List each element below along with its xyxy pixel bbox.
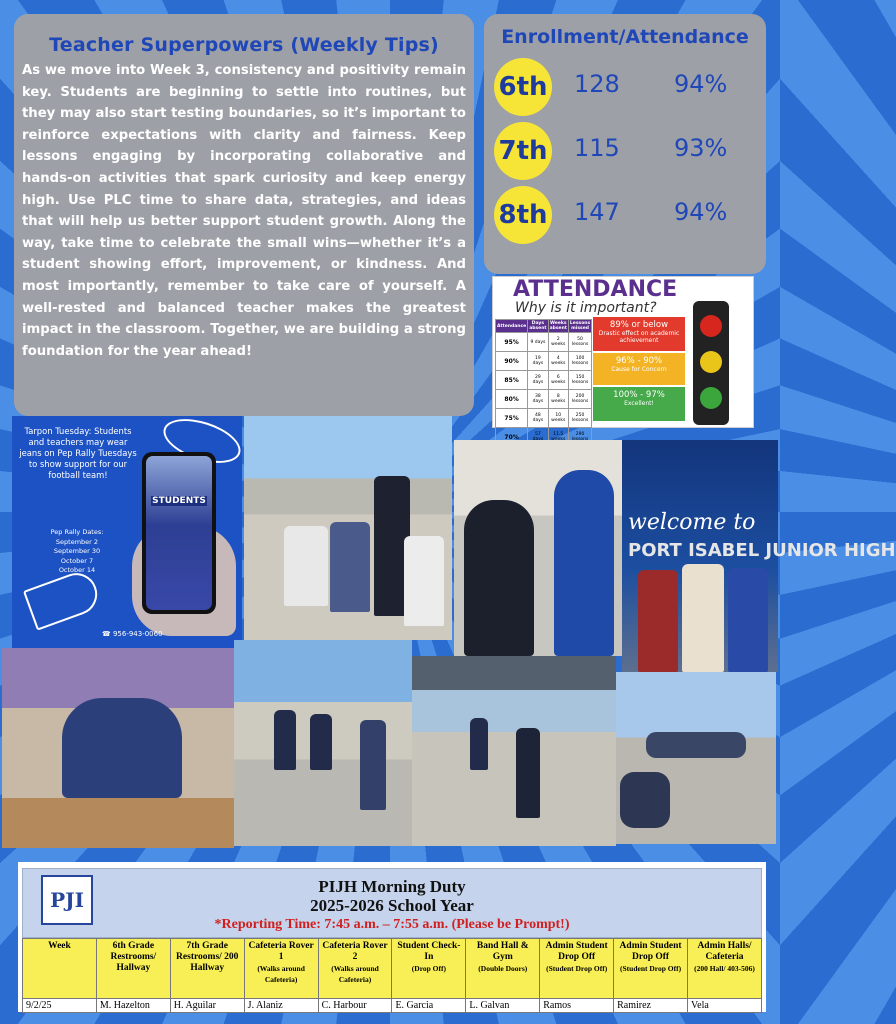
welcome-sign-school: PORT ISABEL JUNIOR HIGH	[628, 540, 896, 561]
reporting-time: *Reporting Time: 7:45 a.m. – 7:55 a.m. (Please be Prompt!)	[214, 917, 570, 932]
tarpon-title: Tarpon Tuesday: Students and teachers may wear jeans on Pep Rally Tuesdays to show support for our football team!	[19, 426, 137, 480]
date-item: September 30	[53, 547, 101, 555]
table-cell: 85%	[496, 371, 528, 390]
grade-badge: 8th	[494, 186, 552, 244]
table-cell: 19 days	[528, 352, 548, 371]
students-seated-photo	[616, 672, 776, 844]
tarpon-tuesday-flyer	[12, 416, 242, 648]
table-header: Attendance	[496, 320, 528, 333]
duty-column-header: Band Hall & Gym (Double Doors)	[466, 939, 540, 999]
traffic-light-icon	[693, 301, 729, 425]
table-cell: 6 weeks	[548, 371, 568, 390]
table-cell: 9 days	[528, 333, 548, 352]
duty-table	[22, 938, 762, 1013]
duty-column-header: Week	[23, 939, 97, 999]
grade-row-6th	[494, 58, 756, 122]
table-cell: 290	[568, 428, 591, 447]
duty-column-header: Student Check-In (Drop Off)	[392, 939, 466, 999]
table-row	[496, 352, 592, 371]
grade-count: 115	[574, 134, 620, 162]
duty-title: PIJH Morning Duty 2025-2026 School Year	[310, 877, 474, 915]
attendance-band-yellow	[593, 353, 685, 385]
table-cell: 57	[528, 428, 548, 447]
attendance-card-title: ATTENDANCE	[513, 277, 678, 302]
band-label: 96% - 90%	[615, 356, 663, 366]
table-cell: 100 lessons	[568, 352, 591, 371]
band-note: Cause for Concern	[611, 366, 667, 373]
duty-cell: Ramirez	[614, 999, 688, 1013]
duty-cell: E. Garcia	[392, 999, 466, 1013]
yellow-light-icon	[700, 351, 722, 373]
duty-header	[22, 868, 762, 938]
covered-court-photo	[412, 656, 616, 846]
duty-cell: L. Galvan	[466, 999, 540, 1013]
duty-column-header: 7th Grade Restrooms/ 200 Hallway	[170, 939, 244, 999]
table-cell: 50 lessons	[568, 333, 591, 352]
table-cell: 48 days	[528, 409, 548, 428]
grade-count: 128	[574, 70, 620, 98]
table-cell: 4 weeks	[548, 352, 568, 371]
duty-column-header: Admin Halls/ Cafeteria (200 Hall/ 403-506)	[688, 939, 762, 999]
band-note: Excellent!	[624, 400, 654, 407]
basketball-court-photo	[234, 640, 412, 846]
table-cell: 95%	[496, 333, 528, 352]
grade-attendance: 94%	[674, 198, 728, 226]
table-header: Days absent	[529, 321, 547, 331]
grade-row-8th	[494, 186, 756, 250]
table-cell: 75%	[496, 409, 528, 428]
table-cell: 80%	[496, 390, 528, 409]
dates-label: Pep Rally Dates:	[50, 528, 104, 536]
table-row	[496, 409, 592, 428]
school-logo: PJI	[41, 875, 93, 925]
courtyard-students-photo	[244, 416, 452, 640]
duty-cell: Ramos	[540, 999, 614, 1013]
band-label: 89% or below	[609, 320, 669, 330]
grade-row-7th	[494, 122, 756, 186]
attendance-card-subtitle: Why is it important?	[515, 300, 657, 316]
band-label: 100% - 97%	[613, 390, 665, 400]
phone-screen	[146, 456, 212, 610]
pep-rally-dates	[22, 528, 132, 576]
duty-cell: C. Harbour	[318, 999, 392, 1013]
phone-number: ☎ 956-943-0060	[102, 630, 163, 638]
megaphone-icon	[23, 567, 103, 630]
table-cell: 150 lessons	[568, 371, 591, 390]
tips-title: Teacher Superpowers (Weekly Tips)	[49, 34, 439, 56]
duty-cell: Vela	[688, 999, 762, 1013]
table-cell: 10 weeks	[548, 409, 568, 428]
duty-cell: 9/2/25	[23, 999, 97, 1013]
grade-badge: 6th	[494, 58, 552, 116]
morning-duty-schedule	[18, 862, 766, 1012]
table-row	[496, 333, 592, 352]
attendance-table	[495, 319, 592, 447]
table-cell: 90%	[496, 352, 528, 371]
students-sign: STUDENTS	[152, 496, 206, 506]
table-cell: 29 days	[528, 371, 548, 390]
date-item: September 2	[55, 537, 99, 546]
duty-column-header: 6th Grade Restrooms/ Hallway	[96, 939, 170, 999]
weekly-tips-panel	[14, 14, 474, 416]
table-cell: 250 lessons	[568, 409, 591, 428]
table-cell: 2 weeks	[548, 333, 568, 352]
attendance-band-green	[593, 387, 685, 421]
duty-cell: M. Hazelton	[96, 999, 170, 1013]
table-cell: 200 lessons	[568, 390, 591, 409]
duty-column-header: Admin Student Drop Off (Student Drop Off)	[540, 939, 614, 999]
two-students-photo	[454, 440, 622, 656]
welcome-sign-text: welcome to	[628, 510, 756, 535]
duty-cell: H. Aguilar	[170, 999, 244, 1013]
attendance-band-red	[593, 317, 685, 351]
phone-image	[142, 452, 216, 614]
duty-column-header: Admin Student Drop Off (Student Drop Off)	[614, 939, 688, 999]
enrollment-title: Enrollment/Attendance	[501, 26, 749, 48]
grade-attendance: 94%	[674, 70, 728, 98]
tips-body: As we move into Week 3, consistency and positivity remain key. Students are beginning to settle into routines, but they may also start testing boundaries, so it’s important to reinforce expectations with clarity and fairness. Keep lessons engaging by incorporating collaborative and hands-on activities that spark curiosity and keep energy high. Use PLC time to share data, strategies, and ideas that will help us better support student growth. Along the way, take time to celebrate the small wins—whether it’s a student showing effort, improvement, or kindness. And most importantly, remember to take care of yourself. A well-rested and balanced teacher makes the greatest impact in the classroom. Together, we are building a strong foundation for the year ahead!	[22, 63, 466, 359]
welcome-sign-photo	[622, 440, 896, 672]
table-cell: 70%	[496, 428, 528, 447]
table-row	[496, 390, 592, 409]
duty-column-header: Cafeteria Rover 1 (Walks around Cafeteria)	[244, 939, 318, 999]
band-note: Drastic effect on academic achievement	[598, 330, 680, 344]
table-row	[496, 371, 592, 390]
duty-cell: J. Alaniz	[244, 999, 318, 1013]
attendance-info-card	[492, 276, 754, 441]
table-cell: 38 days	[528, 390, 548, 409]
date-item: October 7	[60, 556, 94, 565]
table-header: Lessons missed	[569, 321, 591, 331]
green-light-icon	[700, 387, 722, 409]
duty-column-header: Cafeteria Rover 2 (Walks around Cafeteria)	[318, 939, 392, 999]
red-light-icon	[700, 315, 722, 337]
volleyball-team-photo	[2, 648, 234, 848]
grade-count: 147	[574, 198, 620, 226]
enrollment-panel	[484, 14, 766, 274]
table-cell: 8 weeks	[548, 390, 568, 409]
table-header: Weeks absent	[549, 321, 567, 331]
grade-badge: 7th	[494, 122, 552, 180]
date-item: October 14	[58, 566, 96, 574]
table-cell: 11.5	[548, 428, 568, 447]
grade-attendance: 93%	[674, 134, 728, 162]
